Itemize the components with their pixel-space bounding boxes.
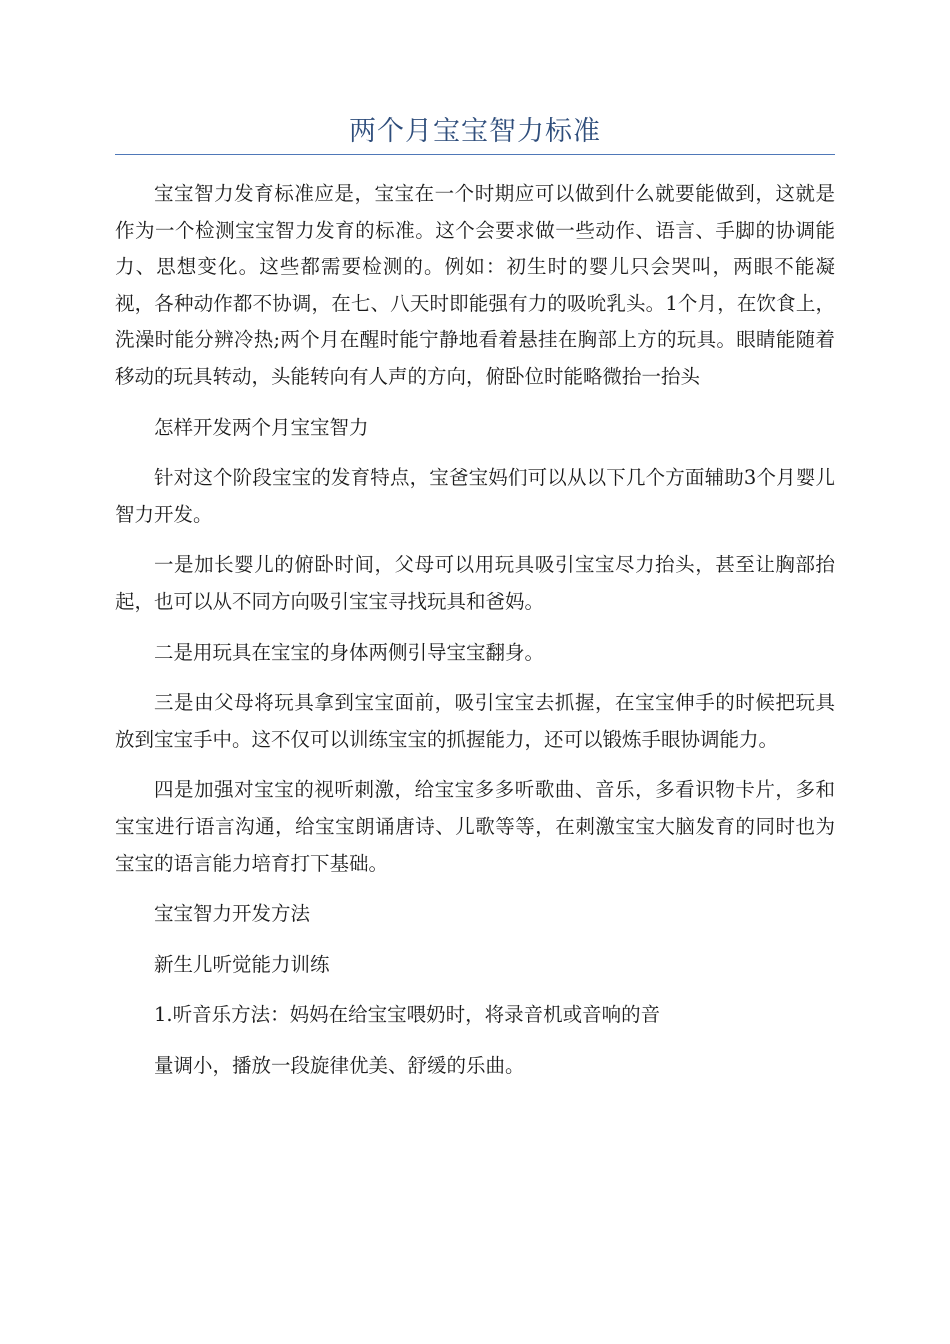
document-body bbox=[115, 176, 835, 1084]
paragraph-method-one: 一是加长婴儿的俯卧时间，父母可以用玩具吸引宝宝尽力抬头，甚至让胸部抬起，也可以从不同方向吸引宝宝寻找玩具和爸妈。 bbox=[115, 553, 835, 613]
paragraph-method-four: 四是加强对宝宝的视听刺激，给宝宝多多听歌曲、音乐，多看识物卡片，多和宝宝进行语言沟通，给宝宝朗诵唐诗、儿歌等等，在刺激宝宝大脑发育的同时也为宝宝的语言能力培育打下基础。 bbox=[115, 778, 835, 875]
title-underline bbox=[115, 154, 835, 155]
paragraph-stage-features: 针对这个阶段宝宝的发育特点，宝爸宝妈们可以从以下几个方面辅助3个月婴儿智力开发。 bbox=[115, 466, 835, 526]
paragraph-heading-hearing: 新生儿听觉能力训练 bbox=[154, 952, 330, 976]
document-title: 两个月宝宝智力标准 bbox=[349, 116, 601, 147]
paragraph-music-method: 1.听音乐方法：妈妈在给宝宝喂奶时，将录音机或音响的音 bbox=[154, 1003, 661, 1027]
paragraph-heading-develop: 怎样开发两个月宝宝智力 bbox=[154, 415, 369, 439]
paragraph-heading-methods: 宝宝智力开发方法 bbox=[154, 902, 311, 926]
paragraph-music-method-cont: 量调小，播放一段旋律优美、舒缓的乐曲。 bbox=[154, 1053, 525, 1077]
paragraph-intro: 宝宝智力发育标准应是，宝宝在一个时期应可以做到什么就要能做到，这就是作为一个检测宝宝智力发育的标准。这个会要求做一些动作、语言、手脚的协调能力、思想变化。这些都需要检测的。例如：初生时的婴儿只会哭叫，两眼不能凝视，各种动作都不协调，在七、八天时即能强有力的吸吮乳头。1个月，在饮食上，洗澡时能分辨冷热;两个月在醒时能宁静地看着悬挂在胸部上方的玩具。眼睛能随着移动的玩具转动，头能转向有人声的方向，俯卧位时能略微抬一抬头 bbox=[115, 182, 835, 388]
paragraph-method-two: 二是用玩具在宝宝的身体两侧引导宝宝翻身。 bbox=[154, 640, 545, 664]
paragraph-method-three: 三是由父母将玩具拿到宝宝面前，吸引宝宝去抓握，在宝宝伸手的时候把玩具放到宝宝手中。这不仅可以训练宝宝的抓握能力，还可以锻炼手眼协调能力。 bbox=[115, 691, 835, 751]
